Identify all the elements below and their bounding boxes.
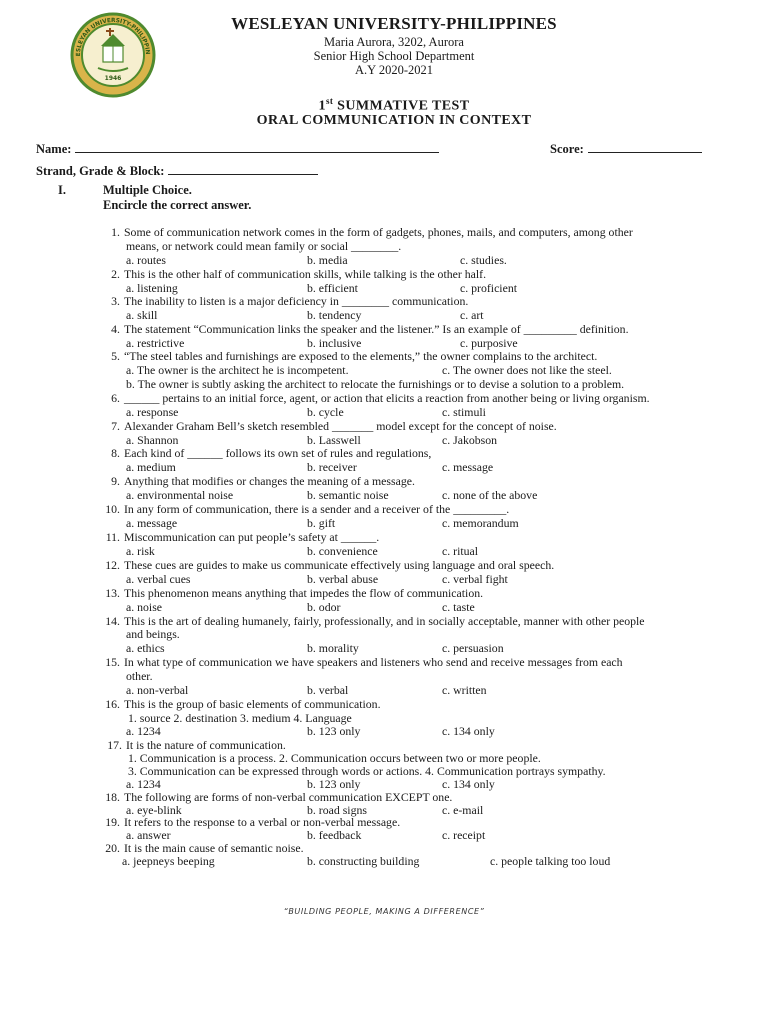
question-number: 15. <box>105 655 120 669</box>
question-number: 10. <box>105 502 120 516</box>
option-a[interactable]: a. non-verbal <box>126 683 189 697</box>
question-number: 17. <box>107 738 122 752</box>
option-c[interactable]: c. 134 only <box>442 724 495 738</box>
option-b[interactable]: b. semantic noise <box>307 488 389 502</box>
question-6 <box>98 392 650 406</box>
option-a[interactable]: a. ethics <box>126 641 165 655</box>
question-8 <box>98 447 431 461</box>
option-b[interactable]: b. verbal abuse <box>307 572 379 586</box>
svg-text:WESLEYAN UNIVERSITY-PHILIPPINE: ESLEYAN UNIVERSITY-PHILIPPIN <box>75 17 151 57</box>
question-text: The following are forms of non-verbal communication EXCEPT one. <box>124 790 453 804</box>
question-text: Anything that modifies or changes the meaning of a message. <box>124 474 415 488</box>
option-a[interactable]: a. verbal cues <box>126 572 191 586</box>
question-number: 20. <box>105 841 120 855</box>
question-items: 1. Communication is a process. 2. Communication occurs between two or more people. <box>128 751 541 765</box>
question-1 <box>98 226 633 240</box>
question-9 <box>98 475 415 489</box>
strand-field <box>36 162 318 179</box>
option-b[interactable]: b. gift <box>307 516 336 530</box>
department-name: Senior High School Department <box>313 49 475 63</box>
option-a[interactable]: a. response <box>126 405 179 419</box>
option-b[interactable]: b. odor <box>307 600 341 614</box>
question-number: 2. <box>111 267 120 281</box>
question-text: Miscommunication can put people’s safety at ______. <box>124 530 380 544</box>
option-c[interactable]: c. Jakobson <box>442 433 498 447</box>
strand-label: Strand, Grade & Block: <box>36 164 165 178</box>
score-field <box>550 140 702 157</box>
question-text: This phenomenon means anything that impedes the flow of communication. <box>124 586 484 600</box>
option-b[interactable]: b. cycle <box>307 405 344 419</box>
test-ordinal: 1 <box>318 98 326 114</box>
question-text: This is the other half of communication skills, while talking is the other half. <box>124 267 487 281</box>
option-b[interactable]: b. convenience <box>307 544 378 558</box>
section-title: Multiple Choice. <box>103 183 192 197</box>
question-text: These cues are guides to make us communicate effectively using language and oral speech. <box>124 558 555 572</box>
option-b[interactable]: b. road signs <box>307 803 367 817</box>
option-b[interactable]: b. feedback <box>307 828 362 842</box>
question-15 <box>98 656 623 670</box>
option-c[interactable]: c. ritual <box>442 544 479 558</box>
option-a[interactable]: a. 1234 <box>126 777 161 791</box>
question-text: This is the group of basic elements of communication. <box>124 697 381 711</box>
option-c[interactable]: c. e-mail <box>442 803 484 817</box>
question-number: 12. <box>105 558 120 572</box>
question-number: 8. <box>111 446 120 460</box>
question-16 <box>98 698 381 712</box>
question-text: This is the art of dealing humanely, fairly, professionally, and in socially acceptable, manner with other people <box>124 614 645 628</box>
question-number: 7. <box>111 419 120 433</box>
question-text: It refers to the response to a verbal or non-verbal message. <box>124 815 401 829</box>
question-2 <box>98 268 486 282</box>
option-b[interactable]: b. morality <box>307 641 359 655</box>
option-b[interactable]: b. tendency <box>307 308 362 322</box>
question-number: 14. <box>105 614 120 628</box>
option-b[interactable]: b. Lasswell <box>307 433 361 447</box>
question-text: ______ pertains to an initial force, agent, or action that elicits a reaction from another being or living organism. <box>124 391 650 405</box>
question-text-cont: other. <box>126 669 153 683</box>
score-label: Score: <box>550 142 584 156</box>
option-c[interactable]: c. taste <box>442 600 475 614</box>
question-text: The statement “Communication links the speaker and the listener.” Is an example of _________ definition. <box>124 322 629 336</box>
option-a[interactable]: a. restrictive <box>126 336 185 350</box>
option-a[interactable]: a. risk <box>126 544 155 558</box>
question-5 <box>98 350 597 364</box>
question-number: 16. <box>105 697 120 711</box>
option-b[interactable]: b. media <box>307 253 348 267</box>
question-3 <box>98 295 468 309</box>
option-a[interactable]: a. routes <box>126 253 166 267</box>
section-instruction: Encircle the correct answer. <box>103 198 252 212</box>
option-c[interactable]: c. purposive <box>460 336 518 350</box>
svg-text:1946: 1946 <box>104 75 122 82</box>
option-c[interactable]: c. The owner does not like the steel. <box>442 363 612 377</box>
section-numeral: I. <box>58 183 66 197</box>
strand-input-line[interactable] <box>168 162 318 175</box>
option-a[interactable]: a. medium <box>126 460 176 474</box>
option-c[interactable]: c. message <box>442 460 494 474</box>
question-number: 19. <box>105 815 120 829</box>
footer-motto: “BUILDING PEOPLE, MAKING A DIFFERENCE” <box>283 907 485 916</box>
question-number: 13. <box>105 586 120 600</box>
option-b[interactable]: b. 123 only <box>307 777 361 791</box>
question-text: It is the main cause of semantic noise. <box>124 841 304 855</box>
test-title <box>0 96 768 115</box>
subject-title: ORAL COMMUNICATION IN CONTEXT <box>256 113 532 128</box>
option-c[interactable]: c. receipt <box>442 828 486 842</box>
option-a[interactable]: a. noise <box>126 600 163 614</box>
option-a[interactable]: a. jeepneys beeping <box>122 854 215 868</box>
option-b[interactable]: b. receiver <box>307 460 357 474</box>
option-b[interactable]: b. verbal <box>307 683 349 697</box>
question-number: 1. <box>111 225 120 239</box>
option-c[interactable]: c. people talking too loud <box>490 854 611 868</box>
academic-year: A.Y 2020-2021 <box>354 63 433 77</box>
option-c[interactable]: c. art <box>460 308 484 322</box>
option-c[interactable]: c. none of the above <box>442 488 538 502</box>
question-text: “The steel tables and furnishings are exposed to the elements,” the owner complains to the architect. <box>124 349 598 363</box>
question-number: 11. <box>105 530 120 544</box>
question-text: Alexander Graham Bell’s sketch resembled _______ model except for the concept of noise. <box>124 419 557 433</box>
option-c[interactable]: c. written <box>442 683 487 697</box>
question-text: Some of communication network comes in the form of gadgets, phones, mails, and computers, among other <box>124 225 633 239</box>
option-a[interactable]: a. environmental noise <box>126 488 234 502</box>
option-b[interactable]: b. constructing building <box>307 854 420 868</box>
school-address: Maria Aurora, 3202, Aurora <box>324 35 464 49</box>
question-text-cont: means, or network could mean family or social ________. <box>126 239 402 253</box>
question-text: It is the nature of communication. <box>126 738 286 752</box>
question-text-cont: and beings. <box>126 627 180 641</box>
name-label: Name: <box>36 142 72 156</box>
option-a[interactable]: a. Shannon <box>126 433 179 447</box>
option-b[interactable]: b. efficient <box>307 281 358 295</box>
option-b[interactable]: b. The owner is subtly asking the architect to relocate the furnishings or to devise a solution to a problem. <box>126 377 625 391</box>
option-c[interactable]: c. persuasion <box>442 641 504 655</box>
option-a[interactable]: a. 1234 <box>126 724 161 738</box>
option-b[interactable]: b. inclusive <box>307 336 362 350</box>
option-a[interactable]: a. eye-blink <box>126 803 182 817</box>
question-number: 18. <box>105 790 120 804</box>
question-items: 3. Communication can be expressed through words or actions. 4. Communication portrays sympathy. <box>128 764 606 778</box>
question-7 <box>98 420 557 434</box>
test-name: SUMMATIVE TEST <box>333 98 470 114</box>
question-11 <box>98 531 379 545</box>
question-text: In what type of communication we have speakers and listeners who send and receive messages from each <box>124 655 623 669</box>
option-a[interactable]: a. message <box>126 516 178 530</box>
option-a[interactable]: a. listening <box>126 281 178 295</box>
question-items: 1. source 2. destination 3. medium 4. Language <box>128 711 352 725</box>
question-text: Each kind of ______ follows its own set of rules and regulations, <box>124 446 432 460</box>
test-ordinal-suffix: st <box>325 96 334 106</box>
option-c[interactable]: c. stimuli <box>442 405 486 419</box>
name-input-line[interactable] <box>75 140 439 153</box>
score-input-line[interactable] <box>588 140 702 153</box>
question-10 <box>98 503 509 517</box>
option-a[interactable]: a. skill <box>126 308 158 322</box>
option-a[interactable]: a. answer <box>126 828 171 842</box>
question-number: 5. <box>111 349 120 363</box>
option-c[interactable]: c. memorandum <box>442 516 519 530</box>
option-c[interactable]: c. verbal fight <box>442 572 508 586</box>
option-a[interactable]: a. The owner is the architect he is incompetent. <box>126 363 349 377</box>
question-text: In any form of communication, there is a sender and a receiver of the _________. <box>124 502 510 516</box>
option-c[interactable]: c. proficient <box>460 281 517 295</box>
option-b[interactable]: b. 123 only <box>307 724 361 738</box>
question-text: The inability to listen is a major deficiency in ________ communication. <box>124 294 469 308</box>
question-12 <box>98 559 554 573</box>
question-4 <box>98 323 629 337</box>
university-name: WESLEYAN UNIVERSITY-PHILIPPINES <box>231 14 557 33</box>
question-number: 6. <box>111 391 120 405</box>
name-field <box>36 140 439 157</box>
question-number: 4. <box>111 322 120 336</box>
option-c[interactable]: c. 134 only <box>442 777 495 791</box>
option-c[interactable]: c. studies. <box>460 253 507 267</box>
question-13 <box>98 587 483 601</box>
question-number: 3. <box>111 294 120 308</box>
question-number: 9. <box>111 474 120 488</box>
